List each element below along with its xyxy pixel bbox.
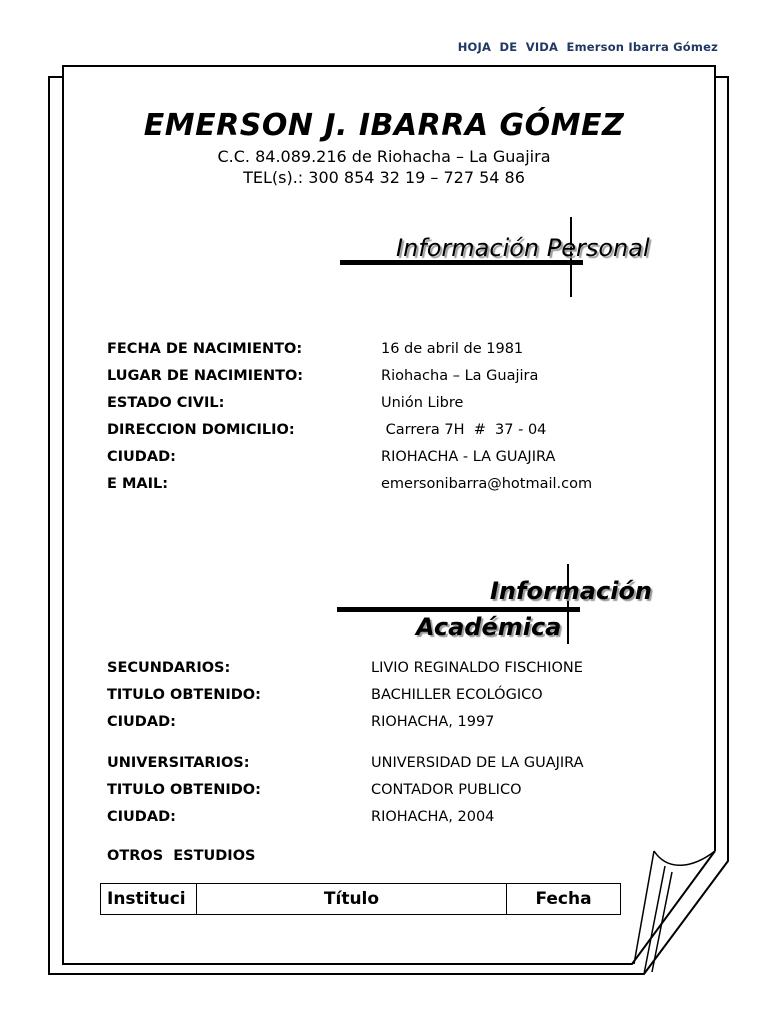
table-header-date: Fecha xyxy=(507,884,621,915)
value-secondary-city: RIOHACHA, 1997 xyxy=(371,714,495,730)
value-secondary-degree: BACHILLER ECOLÓGICO xyxy=(371,687,543,703)
phone-line: TEL(s).: 300 854 32 19 – 727 54 86 xyxy=(243,168,525,187)
table-header-title: Título xyxy=(197,884,507,915)
value-email: emersonibarra@hotmail.com xyxy=(381,476,593,492)
academic-title-rule xyxy=(337,607,580,612)
value-university-city: RIOHACHA, 2004 xyxy=(371,809,495,825)
label-secondary-city: CIUDAD: xyxy=(107,714,176,730)
value-marital-status: Unión Libre xyxy=(381,395,464,411)
document-header-note: HOJA DE VIDA Emerson Ibarra Gómez xyxy=(457,40,718,54)
label-address: DIRECCION DOMICILIO: xyxy=(107,422,295,438)
value-university-degree: CONTADOR PUBLICO xyxy=(371,782,522,798)
value-address: Carrera 7H # 37 - 04 xyxy=(381,422,547,438)
label-university-degree: TITULO OBTENIDO: xyxy=(107,782,261,798)
table-header-institution: Instituci xyxy=(101,884,197,915)
academic-section-title-line1: Información xyxy=(490,577,653,605)
academic-section-title-line2: Académica xyxy=(416,613,562,641)
value-birth-date: 16 de abril de 1981 xyxy=(381,341,524,357)
label-email: E MAIL: xyxy=(107,476,169,492)
label-secondary: SECUNDARIOS: xyxy=(107,660,231,676)
value-birth-place: Riohacha – La Guajira xyxy=(381,368,539,384)
value-university: UNIVERSIDAD DE LA GUAJIRA xyxy=(371,755,584,771)
table-header-row xyxy=(101,884,621,915)
id-line: C.C. 84.089.216 de Riohacha – La Guajira xyxy=(217,147,551,166)
label-birth-date: FECHA DE NACIMIENTO: xyxy=(107,341,303,357)
label-secondary-degree: TITULO OBTENIDO: xyxy=(107,687,261,703)
other-studies-label: OTROS ESTUDIOS xyxy=(107,848,256,864)
personal-section-title: Información Personal xyxy=(396,234,650,262)
value-secondary: LIVIO REGINALDO FISCHIONE xyxy=(371,660,583,676)
other-studies-table xyxy=(100,883,621,915)
label-university: UNIVERSITARIOS: xyxy=(107,755,250,771)
label-university-city: CIUDAD: xyxy=(107,809,176,825)
label-marital-status: ESTADO CIVIL: xyxy=(107,395,225,411)
label-city: CIUDAD: xyxy=(107,449,176,465)
label-birth-place: LUGAR DE NACIMIENTO: xyxy=(107,368,304,384)
candidate-name: EMERSON J. IBARRA GÓMEZ xyxy=(143,108,625,143)
value-city: RIOHACHA - LA GUAJIRA xyxy=(381,449,556,465)
